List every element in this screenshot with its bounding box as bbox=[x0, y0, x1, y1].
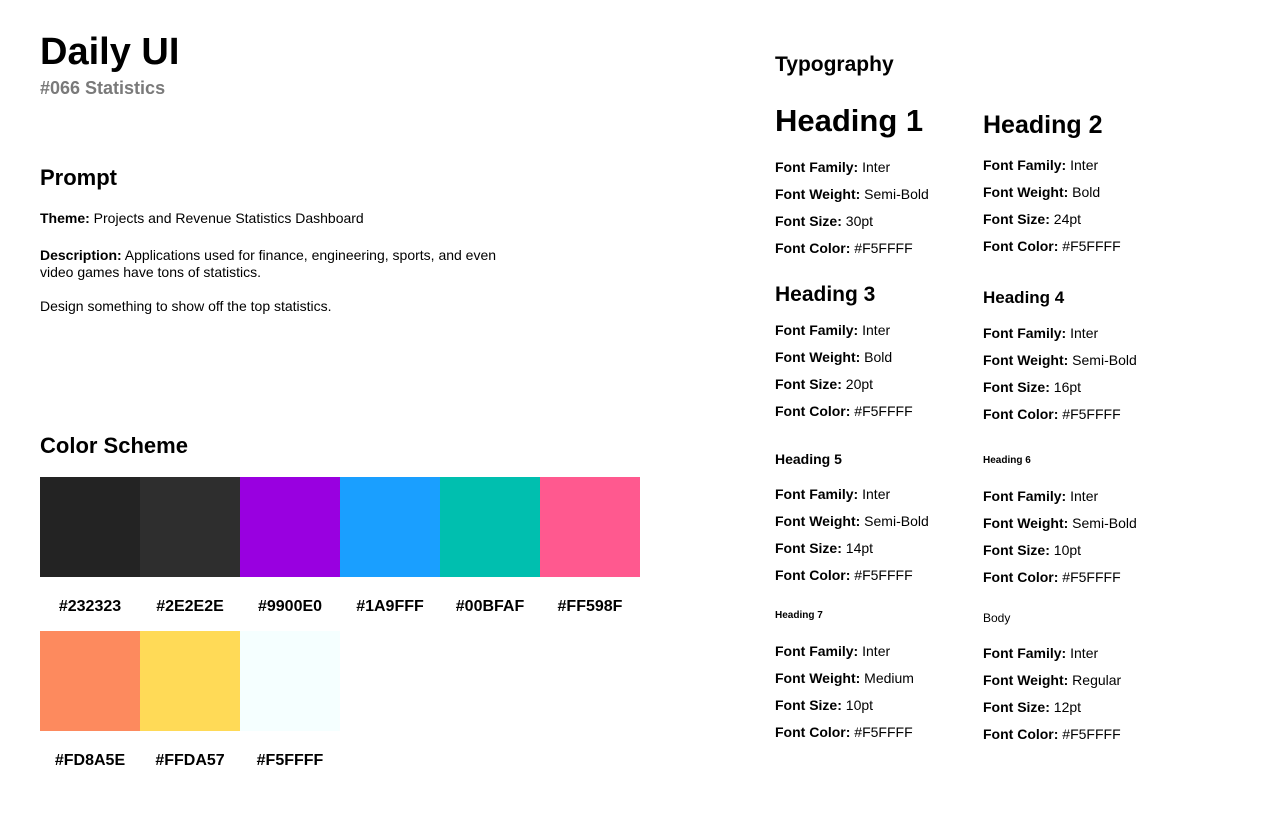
color-hex-label: #FD8A5E bbox=[54, 752, 126, 769]
type-size-value: 10pt bbox=[841, 697, 874, 713]
type-color-value: #F5FFFF bbox=[1058, 406, 1121, 422]
color-scheme-heading: Color Scheme bbox=[40, 433, 188, 458]
type-color-row bbox=[983, 238, 1183, 265]
type-weight-row bbox=[983, 184, 1183, 211]
type-weight-label: Font Weight: bbox=[983, 184, 1069, 200]
type-weight-value: Semi-Bold bbox=[1068, 515, 1137, 531]
type-color-value: #F5FFFF bbox=[1058, 569, 1121, 585]
type-family-row bbox=[983, 325, 1183, 352]
type-weight-value: Semi-Bold bbox=[860, 513, 929, 529]
type-family-value: Inter bbox=[1066, 325, 1099, 341]
type-color-value: #F5FFFF bbox=[1058, 726, 1121, 742]
type-color-value: #F5FFFF bbox=[850, 724, 913, 740]
color-chip bbox=[40, 477, 140, 577]
type-size-value: 12pt bbox=[1049, 699, 1082, 715]
type-size-value: 10pt bbox=[1049, 542, 1082, 558]
color-hex-label: #FF598F bbox=[557, 598, 623, 615]
type-weight-label: Font Weight: bbox=[983, 672, 1069, 688]
type-size-label: Font Size: bbox=[983, 211, 1050, 227]
color-chip bbox=[240, 631, 340, 731]
type-color-value: #F5FFFF bbox=[850, 567, 913, 583]
type-style-body bbox=[983, 610, 1183, 753]
prompt-theme bbox=[40, 210, 520, 227]
type-size-row bbox=[775, 213, 975, 240]
type-style-name: Heading 7 bbox=[775, 610, 823, 621]
type-size-row bbox=[775, 376, 975, 403]
type-family-row bbox=[775, 322, 975, 349]
type-style-name: Heading 6 bbox=[983, 455, 1031, 466]
theme-text: Projects and Revenue Statistics Dashboard bbox=[89, 210, 364, 226]
type-size-label: Font Size: bbox=[775, 540, 842, 556]
color-swatch bbox=[440, 477, 540, 631]
description-label: Description: bbox=[40, 247, 122, 263]
type-size-value: 14pt bbox=[841, 540, 874, 556]
type-style-heading-6 bbox=[983, 454, 1183, 596]
type-style-heading-5 bbox=[775, 450, 975, 594]
type-size-value: 16pt bbox=[1049, 379, 1082, 395]
type-family-label: Font Family: bbox=[775, 643, 859, 659]
type-color-row bbox=[983, 726, 1183, 753]
type-color-value: #F5FFFF bbox=[850, 240, 913, 256]
type-weight-row bbox=[983, 515, 1183, 542]
type-color-label: Font Color: bbox=[983, 569, 1059, 585]
type-family-row bbox=[983, 645, 1183, 672]
prompt-description bbox=[40, 247, 520, 281]
type-family-value: Inter bbox=[1066, 645, 1099, 661]
type-weight-value: Regular bbox=[1068, 672, 1122, 688]
type-color-label: Font Color: bbox=[983, 726, 1059, 742]
type-weight-row bbox=[775, 513, 975, 540]
theme-label: Theme: bbox=[40, 210, 90, 226]
prompt-design: Design something to show off the top statistics. bbox=[40, 298, 332, 314]
color-hex-label: #FFDA57 bbox=[155, 752, 225, 769]
type-weight-row bbox=[983, 672, 1183, 699]
type-weight-row bbox=[775, 186, 975, 213]
type-family-value: Inter bbox=[858, 486, 891, 502]
type-style-heading-3 bbox=[775, 282, 975, 430]
type-weight-row bbox=[775, 670, 975, 697]
type-style-name: Heading 4 bbox=[983, 288, 1065, 307]
type-weight-value: Bold bbox=[1068, 184, 1101, 200]
type-weight-label: Font Weight: bbox=[775, 513, 861, 529]
type-size-label: Font Size: bbox=[775, 213, 842, 229]
type-color-label: Font Color: bbox=[775, 567, 851, 583]
color-swatch bbox=[140, 631, 240, 785]
type-weight-label: Font Weight: bbox=[983, 515, 1069, 531]
type-family-row bbox=[775, 159, 975, 186]
type-weight-value: Semi-Bold bbox=[860, 186, 929, 202]
type-family-value: Inter bbox=[858, 322, 891, 338]
color-swatch bbox=[540, 477, 640, 631]
type-weight-value: Semi-Bold bbox=[1068, 352, 1137, 368]
type-color-label: Font Color: bbox=[775, 403, 851, 419]
color-swatch bbox=[40, 631, 140, 785]
type-weight-label: Font Weight: bbox=[775, 349, 861, 365]
page-title: Daily UI bbox=[40, 31, 180, 73]
type-color-label: Font Color: bbox=[775, 724, 851, 740]
type-family-row bbox=[983, 488, 1183, 515]
type-family-value: Inter bbox=[858, 159, 891, 175]
type-color-row bbox=[983, 406, 1183, 433]
type-family-label: Font Family: bbox=[983, 325, 1067, 341]
type-style-heading-7 bbox=[775, 609, 975, 751]
type-color-value: #F5FFFF bbox=[850, 403, 913, 419]
type-style-heading-2 bbox=[983, 110, 1183, 265]
type-color-row bbox=[983, 569, 1183, 596]
color-chip bbox=[440, 477, 540, 577]
type-family-label: Font Family: bbox=[983, 157, 1067, 173]
color-hex-label: #232323 bbox=[58, 598, 122, 615]
type-size-row bbox=[983, 211, 1183, 238]
color-hex-label: #00BFAF bbox=[455, 598, 525, 615]
type-size-row bbox=[983, 699, 1183, 726]
color-chip bbox=[240, 477, 340, 577]
type-style-name: Body bbox=[983, 611, 1011, 625]
type-size-value: 30pt bbox=[841, 213, 874, 229]
type-style-name: Heading 1 bbox=[775, 103, 924, 138]
color-swatch bbox=[240, 631, 340, 785]
type-size-label: Font Size: bbox=[983, 542, 1050, 558]
type-color-row bbox=[775, 567, 975, 594]
type-color-row bbox=[775, 403, 975, 430]
type-color-row bbox=[775, 240, 975, 267]
type-color-label: Font Color: bbox=[983, 406, 1059, 422]
type-size-label: Font Size: bbox=[983, 379, 1050, 395]
type-family-row bbox=[775, 643, 975, 670]
type-color-label: Font Color: bbox=[775, 240, 851, 256]
color-hex-label: #9900E0 bbox=[257, 598, 323, 615]
type-color-value: #F5FFFF bbox=[1058, 238, 1121, 254]
type-size-row bbox=[983, 542, 1183, 569]
type-color-row bbox=[775, 724, 975, 751]
type-style-name: Heading 2 bbox=[983, 111, 1103, 139]
type-size-row bbox=[983, 379, 1183, 406]
color-hex-label: #F5FFFF bbox=[256, 752, 324, 769]
typography-heading: Typography bbox=[775, 53, 894, 76]
type-family-value: Inter bbox=[858, 643, 891, 659]
color-chip bbox=[40, 631, 140, 731]
type-style-name: Heading 3 bbox=[775, 283, 876, 306]
color-chip bbox=[540, 477, 640, 577]
type-weight-value: Bold bbox=[860, 349, 893, 365]
type-family-label: Font Family: bbox=[983, 645, 1067, 661]
color-swatch bbox=[240, 477, 340, 631]
type-weight-label: Font Weight: bbox=[775, 186, 861, 202]
type-weight-row bbox=[983, 352, 1183, 379]
color-swatch bbox=[340, 477, 440, 631]
type-style-heading-1 bbox=[775, 103, 975, 267]
type-size-value: 24pt bbox=[1049, 211, 1082, 227]
type-style-name: Heading 5 bbox=[775, 451, 842, 467]
type-style-heading-4 bbox=[983, 287, 1183, 433]
color-swatch bbox=[40, 477, 140, 631]
description-text: Applications used for finance, engineering, sports, and even video games have tons of statistics. bbox=[40, 247, 497, 280]
type-weight-label: Font Weight: bbox=[983, 352, 1069, 368]
type-family-label: Font Family: bbox=[983, 488, 1067, 504]
type-family-label: Font Family: bbox=[775, 486, 859, 502]
color-swatches bbox=[40, 477, 640, 785]
type-family-row bbox=[775, 486, 975, 513]
type-size-label: Font Size: bbox=[775, 697, 842, 713]
type-size-row bbox=[775, 540, 975, 567]
type-family-value: Inter bbox=[1066, 157, 1099, 173]
type-size-value: 20pt bbox=[841, 376, 874, 392]
type-size-label: Font Size: bbox=[775, 376, 842, 392]
type-size-row bbox=[775, 697, 975, 724]
color-chip bbox=[140, 477, 240, 577]
color-chip bbox=[140, 631, 240, 731]
type-size-label: Font Size: bbox=[983, 699, 1050, 715]
type-weight-row bbox=[775, 349, 975, 376]
type-family-row bbox=[983, 157, 1183, 184]
page-subtitle: #066 Statistics bbox=[40, 78, 166, 98]
color-hex-label: #1A9FFF bbox=[356, 598, 424, 615]
color-chip bbox=[340, 477, 440, 577]
type-color-label: Font Color: bbox=[983, 238, 1059, 254]
color-hex-label: #2E2E2E bbox=[156, 598, 224, 615]
type-weight-value: Medium bbox=[860, 670, 914, 686]
type-family-value: Inter bbox=[1066, 488, 1099, 504]
type-weight-label: Font Weight: bbox=[775, 670, 861, 686]
prompt-heading: Prompt bbox=[40, 165, 117, 190]
color-swatch bbox=[140, 477, 240, 631]
type-family-label: Font Family: bbox=[775, 322, 859, 338]
type-family-label: Font Family: bbox=[775, 159, 859, 175]
